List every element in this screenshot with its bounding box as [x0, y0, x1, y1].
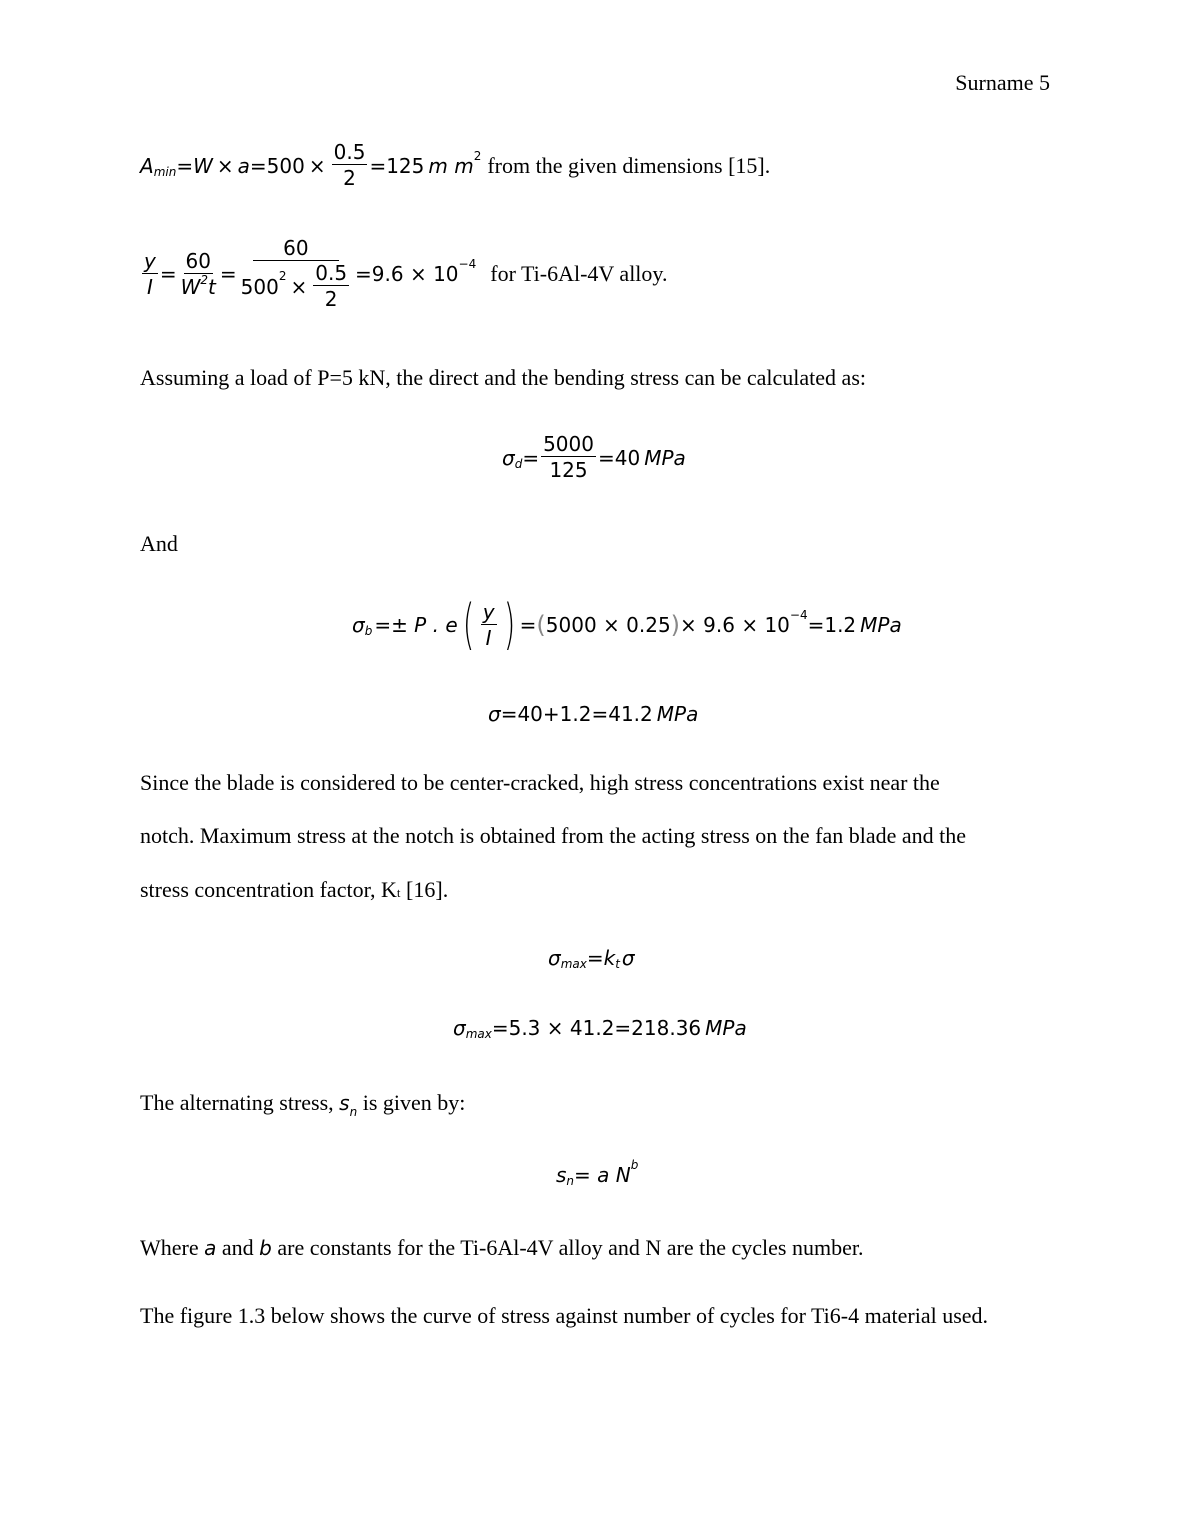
- p4-a: a: [204, 1236, 217, 1260]
- eq2-den-W2t: [179, 274, 218, 300]
- sigma-b-rparen: ): [503, 593, 515, 656]
- sigma-d-unit: MPa: [644, 445, 686, 470]
- eq1-a: a: [237, 153, 250, 178]
- sigma-b-lparen: (: [462, 593, 474, 656]
- equation-area-min: [140, 140, 770, 191]
- eq1-equals-2: =: [249, 153, 267, 178]
- eq2-500-sup: 2: [278, 268, 287, 283]
- sn-sup: b: [630, 1158, 639, 1172]
- eq1-equals-3: =: [369, 153, 387, 178]
- sn-s: s: [556, 1163, 567, 1187]
- equation-sigma-max-value: [453, 1016, 747, 1040]
- running-head: Surname 5: [955, 70, 1050, 95]
- sigma-b-y: y: [482, 599, 495, 624]
- paragraph-figure-ref: The figure 1.3 below shows the curve of stress against number of cycles for Ti6-4 material used.: [140, 1303, 989, 1328]
- sigma-d-symbol: σ: [502, 445, 515, 470]
- sigma-b-symbol: σ: [352, 613, 365, 637]
- eq2-y: y: [144, 248, 156, 273]
- p2-l3-sub: t: [396, 885, 401, 900]
- eq2-result-sup: −4: [458, 257, 477, 271]
- paragraph-center-cracked-l3: [140, 877, 448, 903]
- equation-sigma-d: [502, 432, 686, 483]
- sigma-b-unit: MPa: [860, 613, 902, 637]
- eq1-num: 0.5: [333, 140, 366, 164]
- p3-s: s: [339, 1091, 350, 1115]
- sn-sub: n: [566, 1174, 575, 1188]
- eq1-times: ×: [216, 153, 234, 178]
- sigma-max2-symbol: σ: [453, 1016, 466, 1040]
- eq2-frac-60: [179, 249, 218, 300]
- eq2-60: 60: [185, 248, 211, 273]
- sigma-b-sub: b: [364, 624, 373, 638]
- p2-l3-tail: [16].: [400, 877, 449, 902]
- eq2-text: for Ti-6Al-4V alloy.: [490, 261, 668, 286]
- eq2-frac-inner: [313, 261, 349, 312]
- p4-text-a: Where: [140, 1235, 205, 1260]
- sigma-d-num: 5000: [543, 432, 594, 456]
- eq1-A: A: [140, 153, 154, 178]
- eq1-result: 125: [386, 153, 425, 178]
- eq2-2: 2: [324, 287, 338, 311]
- sigma-symbol: σ: [488, 702, 501, 726]
- sigma-max1-symbol: σ: [548, 946, 561, 970]
- sigma-max1-sigma2: σ: [621, 946, 635, 970]
- eq2-eq2: =: [219, 262, 237, 286]
- p3-tail: is given by:: [357, 1090, 466, 1115]
- sigma-b-tail: × 9.6 × 10: [680, 613, 790, 637]
- eq2-W: W: [180, 274, 201, 299]
- p3-text: The alternating stress,: [140, 1090, 340, 1115]
- equation-sigma-max-def: [548, 946, 635, 970]
- eq2-eq1: =: [159, 262, 177, 286]
- sigma-max1-sub: max: [560, 957, 587, 971]
- eq1-500: 500: [266, 153, 305, 178]
- sigma-max1-eq: =: [586, 946, 604, 970]
- sigma-d-result: =40: [597, 445, 641, 470]
- sigma-max2-rhs: =5.3 × 41.2=218.36: [491, 1016, 702, 1040]
- eq2-60b: 60: [253, 236, 338, 261]
- paragraph-and: And: [140, 531, 178, 556]
- eq1-text: from the given dimensions [15].: [487, 152, 771, 178]
- sigma-b-lhs: =± P . e: [374, 613, 458, 637]
- p2-l3-text: stress concentration factor, K: [140, 877, 397, 902]
- eq2-W-sup: 2: [200, 272, 209, 287]
- paragraph-load: Assuming a load of P=5 kN, the direct and the bending stress can be calculated as:: [140, 365, 866, 390]
- eq1-fraction: [332, 140, 368, 191]
- sigma-b-inner: 5000 × 0.25: [545, 613, 671, 637]
- p3-n: n: [349, 1105, 358, 1119]
- sigma-b-lparen2: (: [536, 611, 546, 639]
- sigma-unit: MPa: [656, 702, 699, 726]
- eq2-den-big: [239, 261, 353, 312]
- sigma-d-frac: [541, 432, 596, 483]
- equation-y-over-I: [140, 236, 668, 312]
- sigma-b-tail-sup: −4: [789, 608, 808, 622]
- sigma-b-rparen2: ): [670, 611, 681, 639]
- eq2-t: t: [208, 274, 216, 299]
- eq2-05: 0.5: [315, 261, 348, 285]
- sigma-d-eq: =: [522, 445, 540, 470]
- sigma-b-frac: [481, 600, 497, 651]
- eq2-I: I: [146, 274, 153, 299]
- sigma-max2-sub: max: [465, 1027, 492, 1041]
- eq1-equals: =: [176, 153, 194, 178]
- eq2-frac-yI: [142, 249, 158, 300]
- eq2-500: 500: [240, 274, 279, 299]
- equation-sigma-total: [488, 702, 698, 726]
- sigma-max1-k-sub: t: [615, 957, 620, 971]
- sigma-b-mid: =: [519, 613, 537, 637]
- eq1-times-2: ×: [308, 153, 326, 178]
- p4-text-b: and: [216, 1235, 260, 1260]
- sigma-d-sub: d: [514, 456, 523, 471]
- eq2-frac-big: [239, 236, 353, 312]
- sigma-d-den: 125: [549, 458, 588, 482]
- sigma-b-result: =1.2: [807, 613, 857, 637]
- p4-text-c: are constants for the Ti-6Al-4V alloy and N are the cycles number.: [271, 1235, 864, 1260]
- eq2-result: =9.6 × 10: [355, 262, 459, 286]
- eq2-times: ×: [290, 274, 308, 299]
- eq1-A-sub: min: [153, 164, 177, 179]
- equation-sn: [556, 1158, 639, 1188]
- paragraph-alternating-stress: [140, 1090, 466, 1119]
- paragraph-center-cracked-l2: notch. Maximum stress at the notch is obtained from the acting stress on the fan blade and the: [140, 823, 967, 848]
- equation-sigma-b: [352, 593, 902, 656]
- sn-rhs: = a N: [574, 1163, 631, 1187]
- eq1-unit-sup: 2: [473, 148, 482, 163]
- sigma-rhs: =40+1.2=41.2: [500, 702, 653, 726]
- eq1-unit: m m: [428, 153, 474, 178]
- p4-b: b: [259, 1236, 272, 1260]
- eq1-W: W: [193, 153, 213, 178]
- paragraph-constants: [140, 1235, 863, 1261]
- paragraph-center-cracked-l1: Since the blade is considered to be center-cracked, high stress concentrations exist near the: [140, 770, 940, 795]
- eq1-den: 2: [343, 166, 356, 190]
- sigma-b-I: I: [485, 625, 492, 650]
- sigma-max2-unit: MPa: [705, 1016, 747, 1040]
- sigma-max1-k: k: [603, 946, 616, 970]
